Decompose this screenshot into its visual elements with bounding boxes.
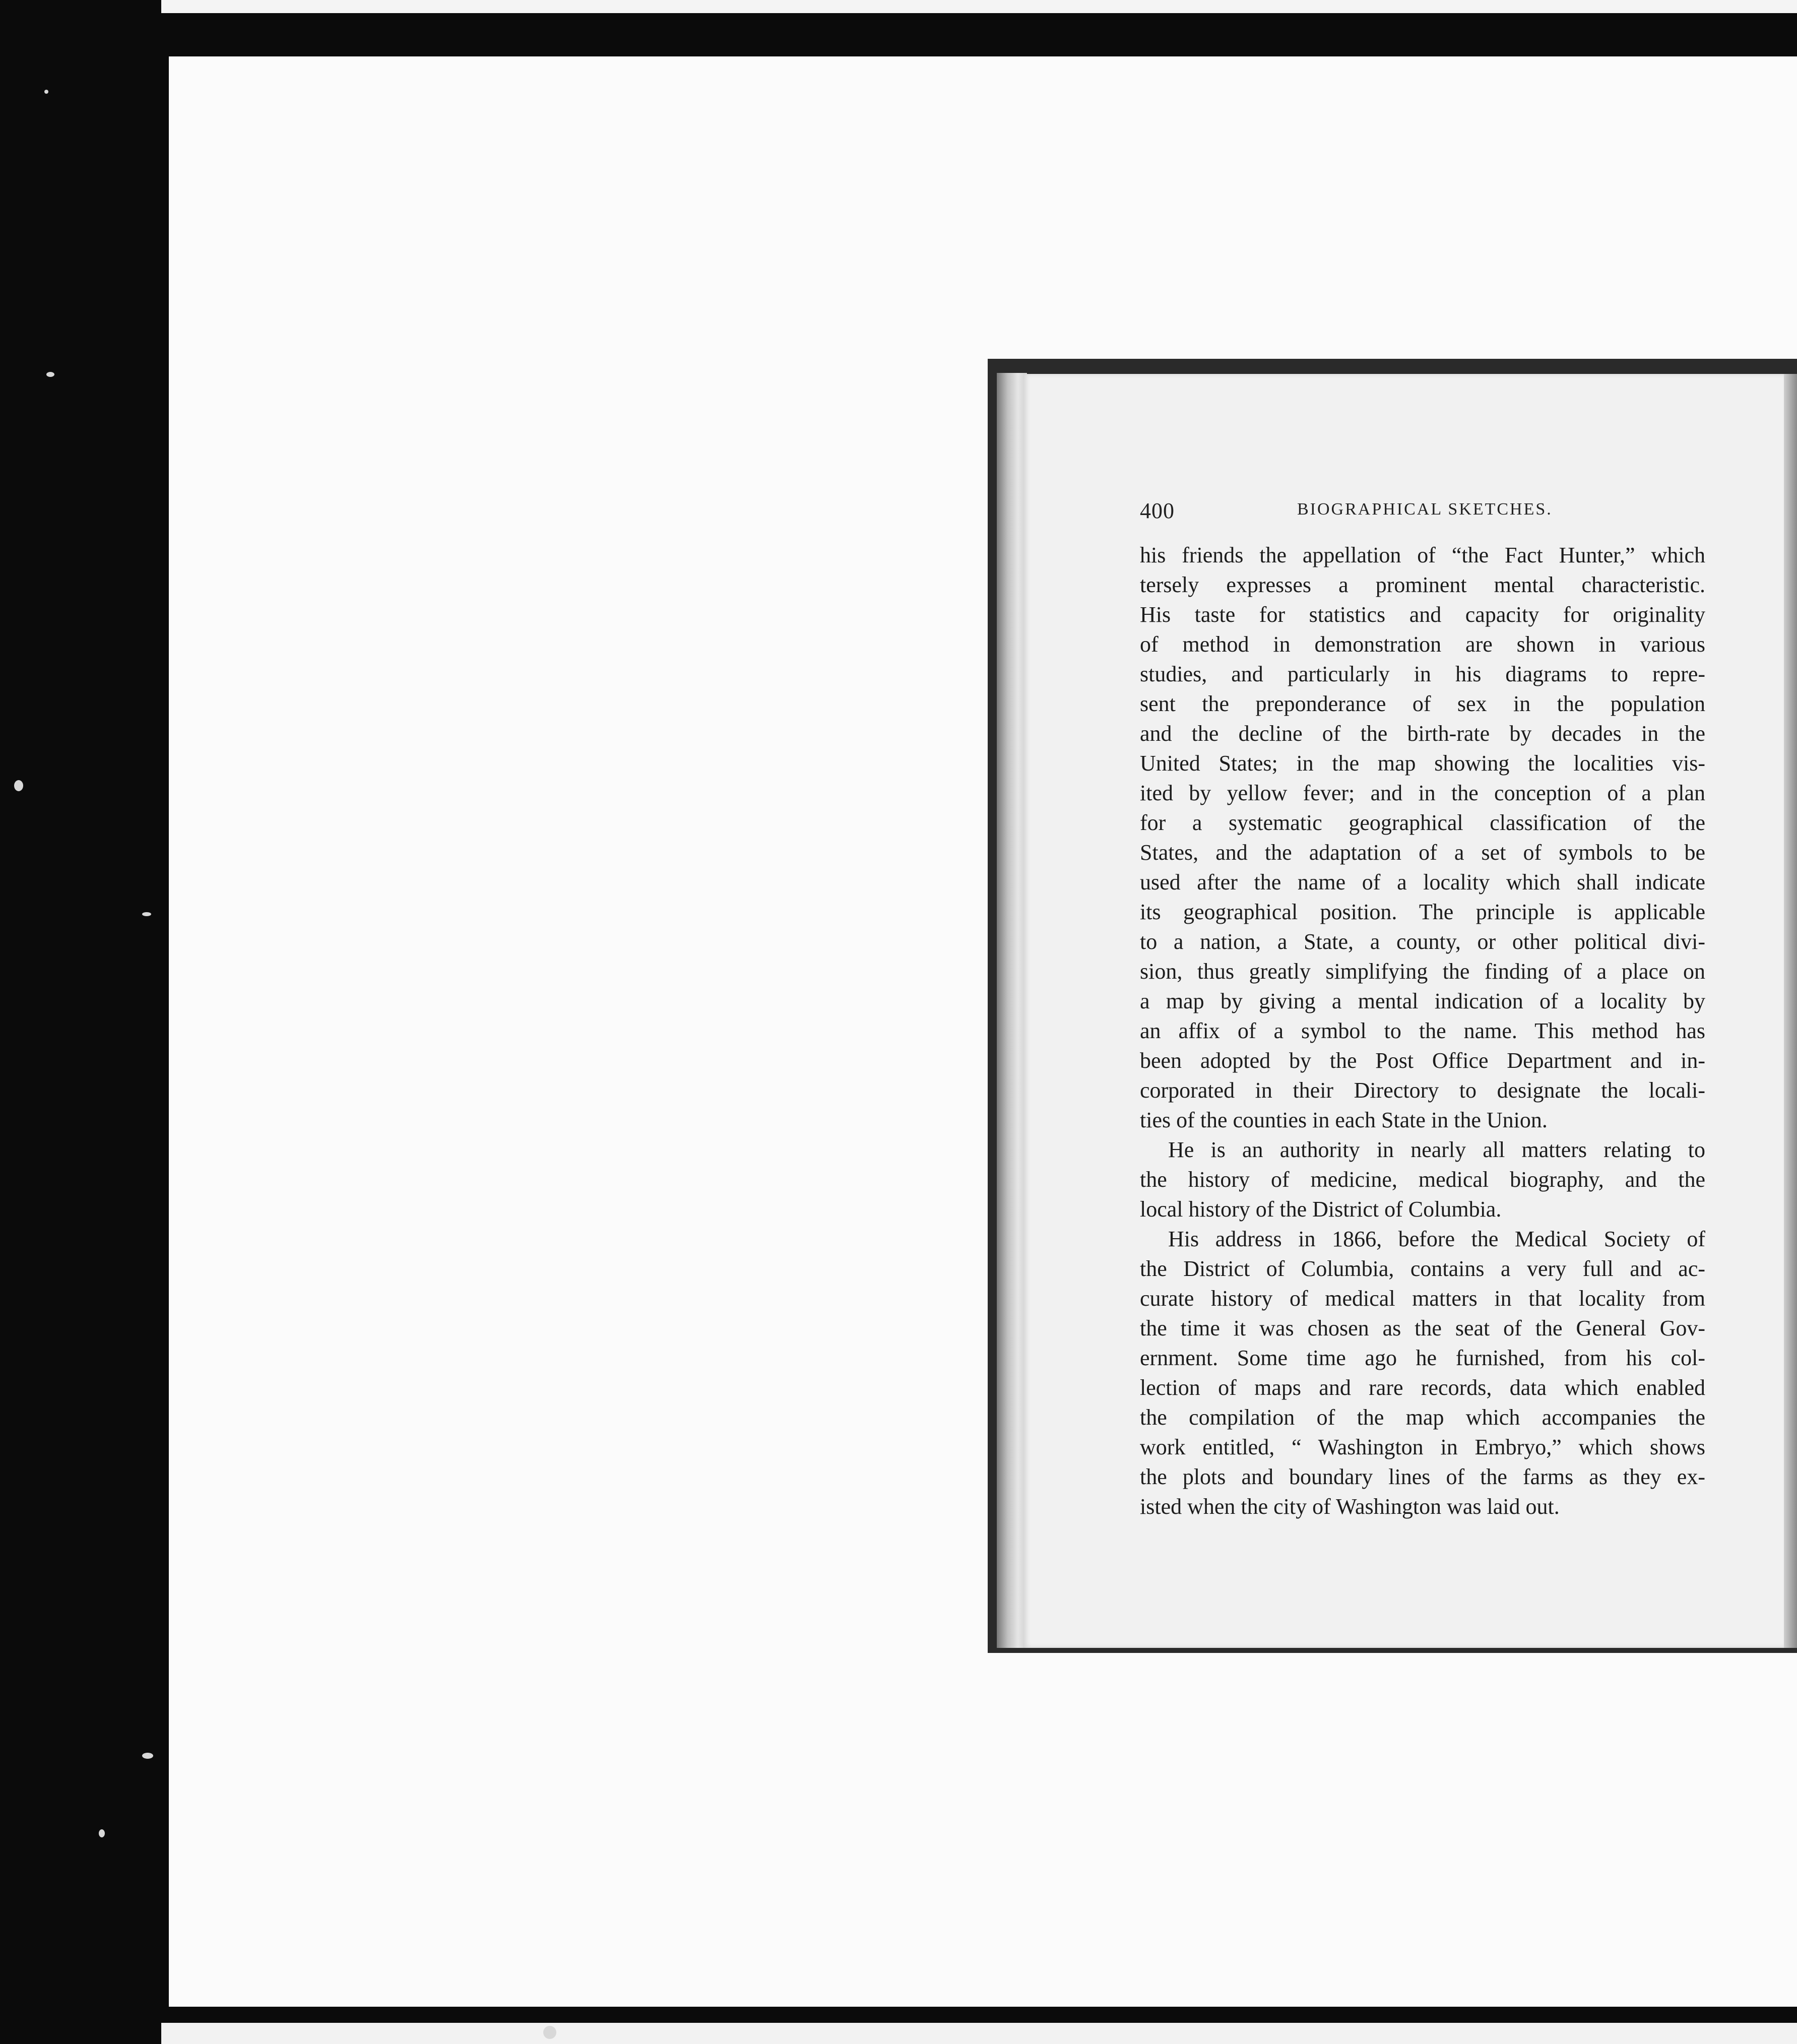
text-line: the time it was chosen as the seat of the General Gov- <box>1140 1316 1705 1340</box>
text-line: studies, and particularly in his diagrams to repre- <box>1140 662 1705 686</box>
text-line: isted when the city of Washington was laid out. <box>1140 1494 1560 1519</box>
text-line: the plots and boundary lines of the farms as they ex- <box>1140 1464 1705 1489</box>
text-line: of method in demonstration are shown in various <box>1140 632 1705 657</box>
scan-top-margin <box>161 0 1797 13</box>
scan-speck <box>46 372 54 377</box>
text-line: the District of Columbia, contains a very full and ac- <box>1140 1256 1705 1281</box>
text-line: for a systematic geographical classification of the <box>1140 810 1705 835</box>
text-line: to a nation, a State, a county, or other political divi- <box>1140 929 1705 954</box>
body-text <box>1140 540 1705 1521</box>
text-line: the compilation of the map which accompanies the <box>1140 1405 1705 1430</box>
book-page-edges <box>997 373 1027 1648</box>
text-line: sent the preponderance of sex in the population <box>1140 691 1705 716</box>
text-line: an affix of a symbol to the name. This method has <box>1140 1018 1705 1043</box>
text-line: His taste for statistics and capacity for originality <box>1140 602 1705 627</box>
text-line: States, and the adaptation of a set of symbols to be <box>1140 840 1705 865</box>
text-line: sion, thus greatly simplifying the finding of a place on <box>1140 959 1705 984</box>
text-line: ited by yellow fever; and in the conception of a plan <box>1140 781 1705 805</box>
text-line: corporated in their Directory to designate the locali- <box>1140 1078 1705 1103</box>
paragraph <box>1140 1224 1705 1521</box>
text-line: a map by giving a mental indication of a locality by <box>1140 989 1705 1013</box>
paragraph <box>1140 1135 1705 1224</box>
running-title: BIOGRAPHICAL SKETCHES. <box>1297 500 1553 519</box>
text-line: work entitled, “ Washington in Embryo,” which shows <box>1140 1435 1705 1459</box>
text-line: curate history of medical matters in that locality from <box>1140 1286 1705 1311</box>
text-line: He is an authority in nearly all matters relating to <box>1168 1137 1705 1162</box>
scan-speck <box>142 1753 153 1759</box>
page-fold-shadow <box>1784 374 1797 1648</box>
scan-speck <box>99 1829 105 1837</box>
text-line: his friends the appellation of “the Fact Hunter,” which <box>1140 543 1705 567</box>
text-line: the history of medicine, medical biography, and the <box>1140 1167 1705 1192</box>
text-line: His address in 1866, before the Medical Society of <box>1168 1227 1705 1251</box>
text-line: ties of the counties in each State in the Union. <box>1140 1108 1548 1132</box>
text-line: ernment. Some time ago he furnished, from his col- <box>1140 1346 1705 1370</box>
running-head <box>1140 498 1704 528</box>
text-line: United States; in the map showing the localities vis- <box>1140 751 1705 776</box>
paragraph <box>1140 540 1705 1135</box>
scan-speck <box>44 90 48 94</box>
text-line: local history of the District of Columbia. <box>1140 1197 1502 1222</box>
scan-speck <box>543 2026 556 2039</box>
page-number: 400 <box>1140 498 1175 523</box>
scan-bottom-margin <box>161 2023 1797 2044</box>
text-line: tersely expresses a prominent mental characteristic. <box>1140 572 1705 597</box>
text-line: its geographical position. The principle is applicable <box>1140 900 1705 924</box>
text-line: been adopted by the Post Office Department and in- <box>1140 1048 1705 1073</box>
scan-speck <box>142 912 151 916</box>
text-line: lection of maps and rare records, data which enabled <box>1140 1375 1705 1400</box>
text-line: used after the name of a locality which shall indicate <box>1140 870 1705 895</box>
scan-speck <box>14 780 23 791</box>
text-line: and the decline of the birth-rate by decades in the <box>1140 721 1705 746</box>
